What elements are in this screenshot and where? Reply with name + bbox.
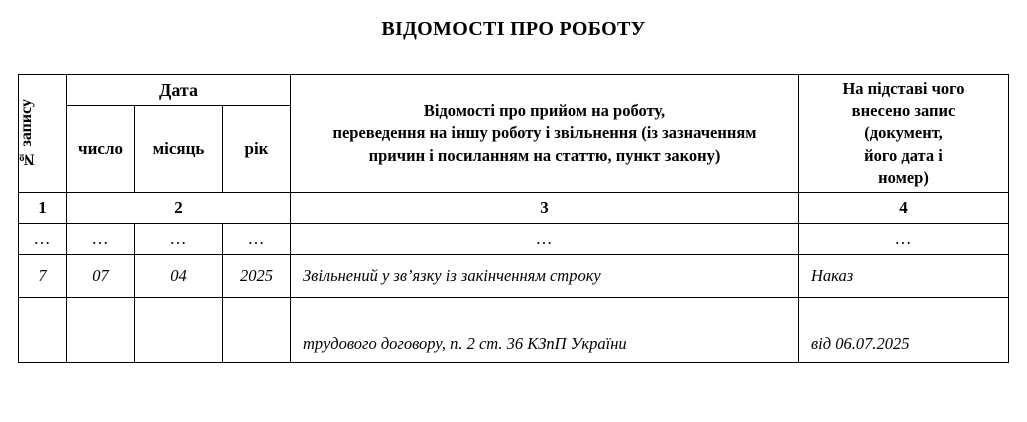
header-month: місяць: [135, 106, 223, 193]
cell-record-no: [19, 298, 67, 363]
column-number-4: 4: [799, 193, 1009, 224]
table-header-row-1: [19, 75, 1009, 106]
table-column-number-row: [19, 193, 1009, 224]
cell-month: [135, 298, 223, 363]
cell-info: трудового договору, п. 2 ст. 36 КЗпП України: [291, 298, 799, 363]
header-day: число: [67, 106, 135, 193]
cell-month: 04: [135, 255, 223, 298]
header-year: рік: [223, 106, 291, 193]
column-number-3: 3: [291, 193, 799, 224]
header-basis-line-3: (документ,: [864, 123, 943, 143]
cell-info: Звільнений у зв’язку із закінченням строку: [291, 255, 799, 298]
ellipsis-year: …: [223, 224, 291, 255]
cell-record-no: 7: [19, 255, 67, 298]
table-row: [19, 298, 1009, 363]
header-info-line-1: Відомості про прийом на роботу,: [423, 101, 666, 121]
header-info-line-2: переведення на іншу роботу і звільнення (із зазначенням: [332, 123, 757, 143]
header-basis-line-4: його дата і: [864, 145, 943, 165]
work-info-table: [18, 74, 1009, 363]
page-title: ВІДОМОСТІ ПРО РОБОТУ: [381, 18, 646, 40]
header-basis-line-1: На підставі чого: [842, 78, 965, 98]
ellipsis-day: …: [67, 224, 135, 255]
cell-year: 2025: [223, 255, 291, 298]
table-row: [19, 224, 1009, 255]
header-info-line-3: причин і посиланням на статтю, пункт закону): [368, 145, 721, 165]
header-record-no: [19, 75, 67, 193]
cell-day: 07: [67, 255, 135, 298]
header-basis: [799, 75, 1009, 193]
work-info-table-container: [18, 74, 1008, 363]
ellipsis-month: …: [135, 224, 223, 255]
header-record-no-label: № запису: [18, 99, 35, 168]
table-row: [19, 255, 1009, 298]
header-info: [291, 75, 799, 193]
ellipsis-basis: …: [799, 224, 1009, 255]
cell-basis: від 06.07.2025: [799, 298, 1009, 363]
cell-day: [67, 298, 135, 363]
cell-year: [223, 298, 291, 363]
header-date-group: Дата: [67, 75, 291, 106]
cell-basis: Наказ: [799, 255, 1009, 298]
ellipsis-info: …: [291, 224, 799, 255]
column-number-1: 1: [19, 193, 67, 224]
header-basis-line-5: номер): [878, 167, 929, 187]
column-number-2: 2: [67, 193, 291, 224]
header-basis-line-2: внесено запис: [851, 101, 956, 121]
ellipsis-record-no: …: [19, 224, 67, 255]
